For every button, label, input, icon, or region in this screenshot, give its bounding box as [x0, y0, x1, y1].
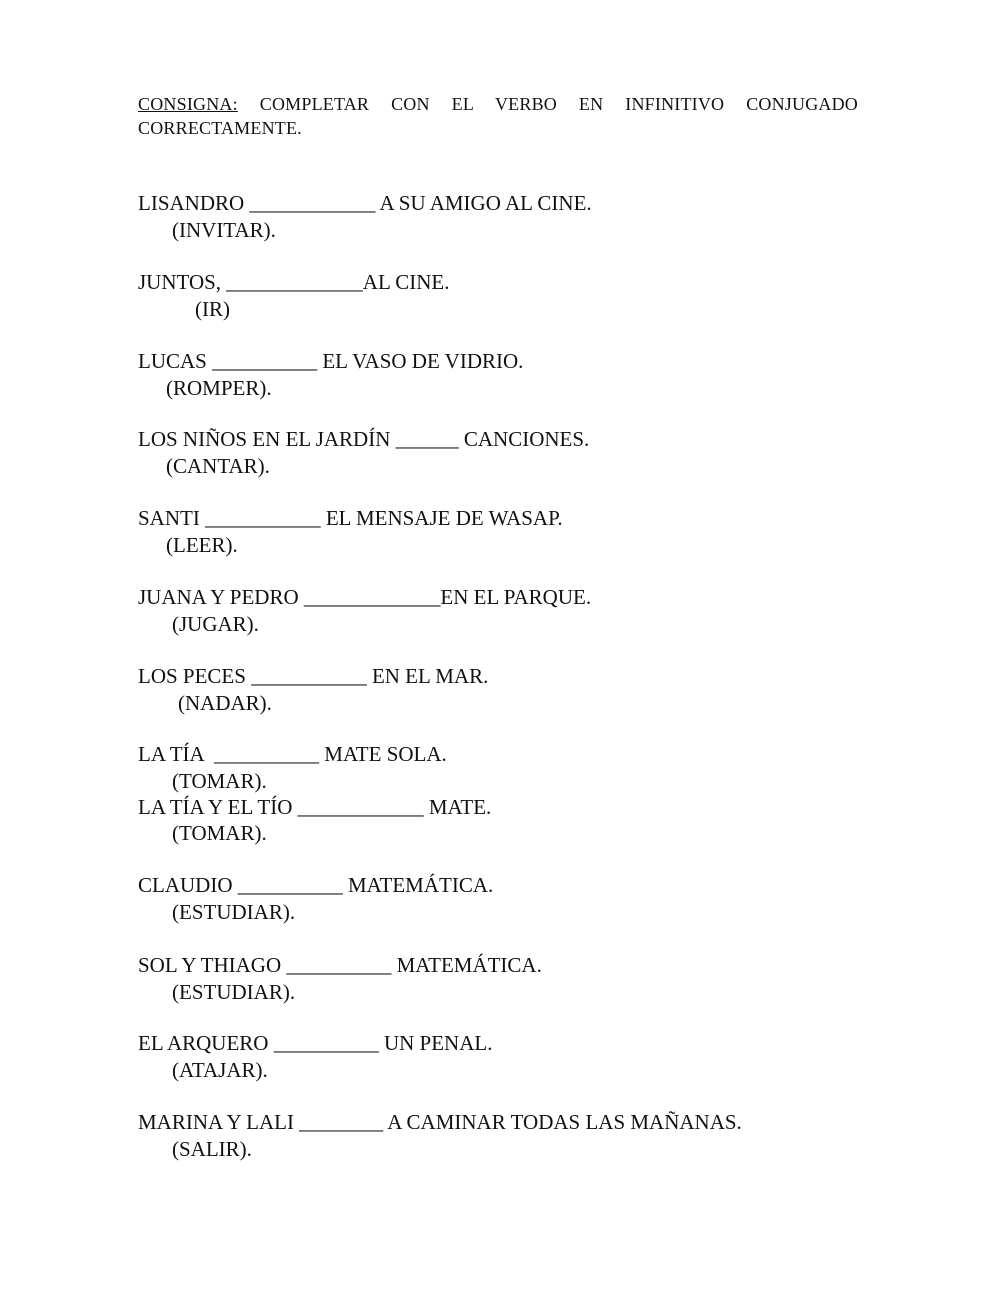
exercise-sentence-3: LUCAS __________ EL VASO DE VIDRIO. [138, 349, 524, 373]
exercise-hint-3: (ROMPER). [166, 376, 272, 400]
exercise-hint-12: (ATAJAR). [172, 1058, 268, 1082]
exercise-hint-6: (JUGAR). [172, 612, 259, 636]
exercise-sentence-11: SOL Y THIAGO __________ MATEMÁTICA. [138, 953, 542, 977]
exercise-hint-4: (CANTAR). [166, 454, 270, 478]
exercise-hint-11: (ESTUDIAR). [172, 980, 296, 1004]
exercise-sentence-7: LOS PECES ___________ EN EL MAR. [138, 664, 489, 688]
exercise-hint-13: (SALIR). [172, 1137, 252, 1161]
exercise-sentence-13: MARINA Y LALI ________ A CAMINAR TODAS LAS MAÑANAS. [138, 1110, 742, 1134]
exercise-hint-1: (INVITAR). [172, 218, 276, 242]
instruction-label: CONSIGNA: [138, 94, 238, 114]
exercise-sentence-6: JUANA Y PEDRO _____________EN EL PARQUE. [138, 585, 592, 609]
exercise-sentence-1: LISANDRO ____________ A SU AMIGO AL CINE. [138, 191, 592, 215]
instruction-text: COMPLETAR CON EL VERBO EN INFINITIVO CONJUGADO CORRECTAMENTE. [138, 94, 858, 138]
exercise-hint-5: (LEER). [166, 533, 238, 557]
exercise-hint-2: (IR) [195, 297, 230, 321]
exercise-hint-7: (NADAR). [178, 691, 272, 715]
exercise-hint-10: (ESTUDIAR). [172, 900, 296, 924]
exercise-sentence-2: JUNTOS, _____________AL CINE. [138, 270, 450, 294]
exercise-sentence-10: CLAUDIO __________ MATEMÁTICA. [138, 873, 494, 897]
instruction [138, 92, 858, 140]
exercise-sentence-12: EL ARQUERO __________ UN PENAL. [138, 1031, 493, 1055]
exercise-hint-8: (TOMAR). [172, 769, 267, 793]
exercise-hint-9: (TOMAR). [172, 821, 267, 845]
exercise-sentence-4: LOS NIÑOS EN EL JARDÍN ______ CANCIONES. [138, 427, 590, 451]
exercise-sentence-5: SANTI ___________ EL MENSAJE DE WASAP. [138, 506, 563, 530]
exercise-sentence-8: LA TÍA __________ MATE SOLA. [138, 742, 447, 766]
exercise-sentence-9: LA TÍA Y EL TÍO ____________ MATE. [138, 795, 492, 819]
